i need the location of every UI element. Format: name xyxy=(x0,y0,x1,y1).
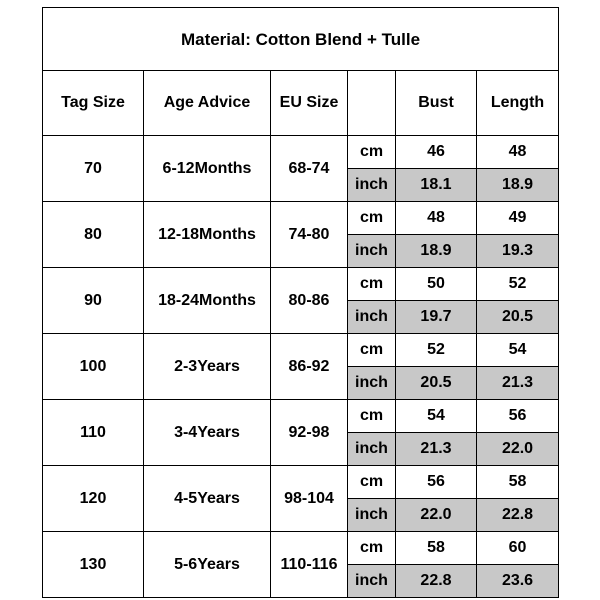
header-tag-size: Tag Size xyxy=(43,71,144,136)
size-row-cm xyxy=(43,400,559,433)
header-age-advice: Age Advice xyxy=(144,71,271,136)
eu-size-cell: 98-104 xyxy=(271,466,348,532)
length-cm-cell: 56 xyxy=(477,400,559,433)
length-inch-cell: 22.8 xyxy=(477,499,559,532)
unit-inch-label: inch xyxy=(348,367,396,400)
title-row xyxy=(43,8,559,71)
tag-size-cell: 130 xyxy=(43,532,144,598)
length-inch-cell: 20.5 xyxy=(477,301,559,334)
age-advice-cell: 6-12Months xyxy=(144,136,271,202)
tag-size-cell: 110 xyxy=(43,400,144,466)
unit-cm-label: cm xyxy=(348,466,396,499)
bust-inch-cell: 21.3 xyxy=(396,433,477,466)
size-row-cm xyxy=(43,202,559,235)
bust-inch-cell: 18.1 xyxy=(396,169,477,202)
unit-cm-label: cm xyxy=(348,136,396,169)
bust-inch-cell: 22.8 xyxy=(396,565,477,598)
unit-inch-label: inch xyxy=(348,499,396,532)
size-row-cm xyxy=(43,136,559,169)
age-advice-cell: 12-18Months xyxy=(144,202,271,268)
unit-cm-label: cm xyxy=(348,532,396,565)
unit-inch-label: inch xyxy=(348,169,396,202)
bust-inch-cell: 19.7 xyxy=(396,301,477,334)
tag-size-cell: 120 xyxy=(43,466,144,532)
unit-cm-label: cm xyxy=(348,334,396,367)
tag-size-cell: 100 xyxy=(43,334,144,400)
size-row-cm xyxy=(43,466,559,499)
age-advice-cell: 2-3Years xyxy=(144,334,271,400)
header-row xyxy=(43,71,559,136)
bust-inch-cell: 20.5 xyxy=(396,367,477,400)
bust-cm-cell: 46 xyxy=(396,136,477,169)
unit-cm-label: cm xyxy=(348,400,396,433)
eu-size-cell: 80-86 xyxy=(271,268,348,334)
bust-cm-cell: 48 xyxy=(396,202,477,235)
eu-size-cell: 74-80 xyxy=(271,202,348,268)
tag-size-cell: 80 xyxy=(43,202,144,268)
size-row-cm xyxy=(43,334,559,367)
bust-cm-cell: 56 xyxy=(396,466,477,499)
bust-cm-cell: 50 xyxy=(396,268,477,301)
eu-size-cell: 86-92 xyxy=(271,334,348,400)
material-title: Material: Cotton Blend + Tulle xyxy=(43,8,559,71)
bust-inch-cell: 18.9 xyxy=(396,235,477,268)
unit-inch-label: inch xyxy=(348,433,396,466)
size-row-cm xyxy=(43,268,559,301)
unit-cm-label: cm xyxy=(348,268,396,301)
eu-size-cell: 110-116 xyxy=(271,532,348,598)
length-inch-cell: 22.0 xyxy=(477,433,559,466)
header-length: Length xyxy=(477,71,559,136)
bust-cm-cell: 54 xyxy=(396,400,477,433)
length-inch-cell: 18.9 xyxy=(477,169,559,202)
bust-inch-cell: 22.0 xyxy=(396,499,477,532)
length-cm-cell: 48 xyxy=(477,136,559,169)
header-eu-size: EU Size xyxy=(271,71,348,136)
length-cm-cell: 58 xyxy=(477,466,559,499)
length-cm-cell: 54 xyxy=(477,334,559,367)
length-cm-cell: 49 xyxy=(477,202,559,235)
length-inch-cell: 23.6 xyxy=(477,565,559,598)
age-advice-cell: 4-5Years xyxy=(144,466,271,532)
header-unit xyxy=(348,71,396,136)
unit-inch-label: inch xyxy=(348,565,396,598)
length-cm-cell: 52 xyxy=(477,268,559,301)
age-advice-cell: 5-6Years xyxy=(144,532,271,598)
unit-inch-label: inch xyxy=(348,301,396,334)
tag-size-cell: 70 xyxy=(43,136,144,202)
length-inch-cell: 19.3 xyxy=(477,235,559,268)
age-advice-cell: 3-4Years xyxy=(144,400,271,466)
header-bust: Bust xyxy=(396,71,477,136)
eu-size-cell: 92-98 xyxy=(271,400,348,466)
eu-size-cell: 68-74 xyxy=(271,136,348,202)
length-inch-cell: 21.3 xyxy=(477,367,559,400)
age-advice-cell: 18-24Months xyxy=(144,268,271,334)
unit-inch-label: inch xyxy=(348,235,396,268)
unit-cm-label: cm xyxy=(348,202,396,235)
length-cm-cell: 60 xyxy=(477,532,559,565)
bust-cm-cell: 58 xyxy=(396,532,477,565)
size-row-cm xyxy=(43,532,559,565)
tag-size-cell: 90 xyxy=(43,268,144,334)
size-chart-table xyxy=(42,7,559,598)
bust-cm-cell: 52 xyxy=(396,334,477,367)
